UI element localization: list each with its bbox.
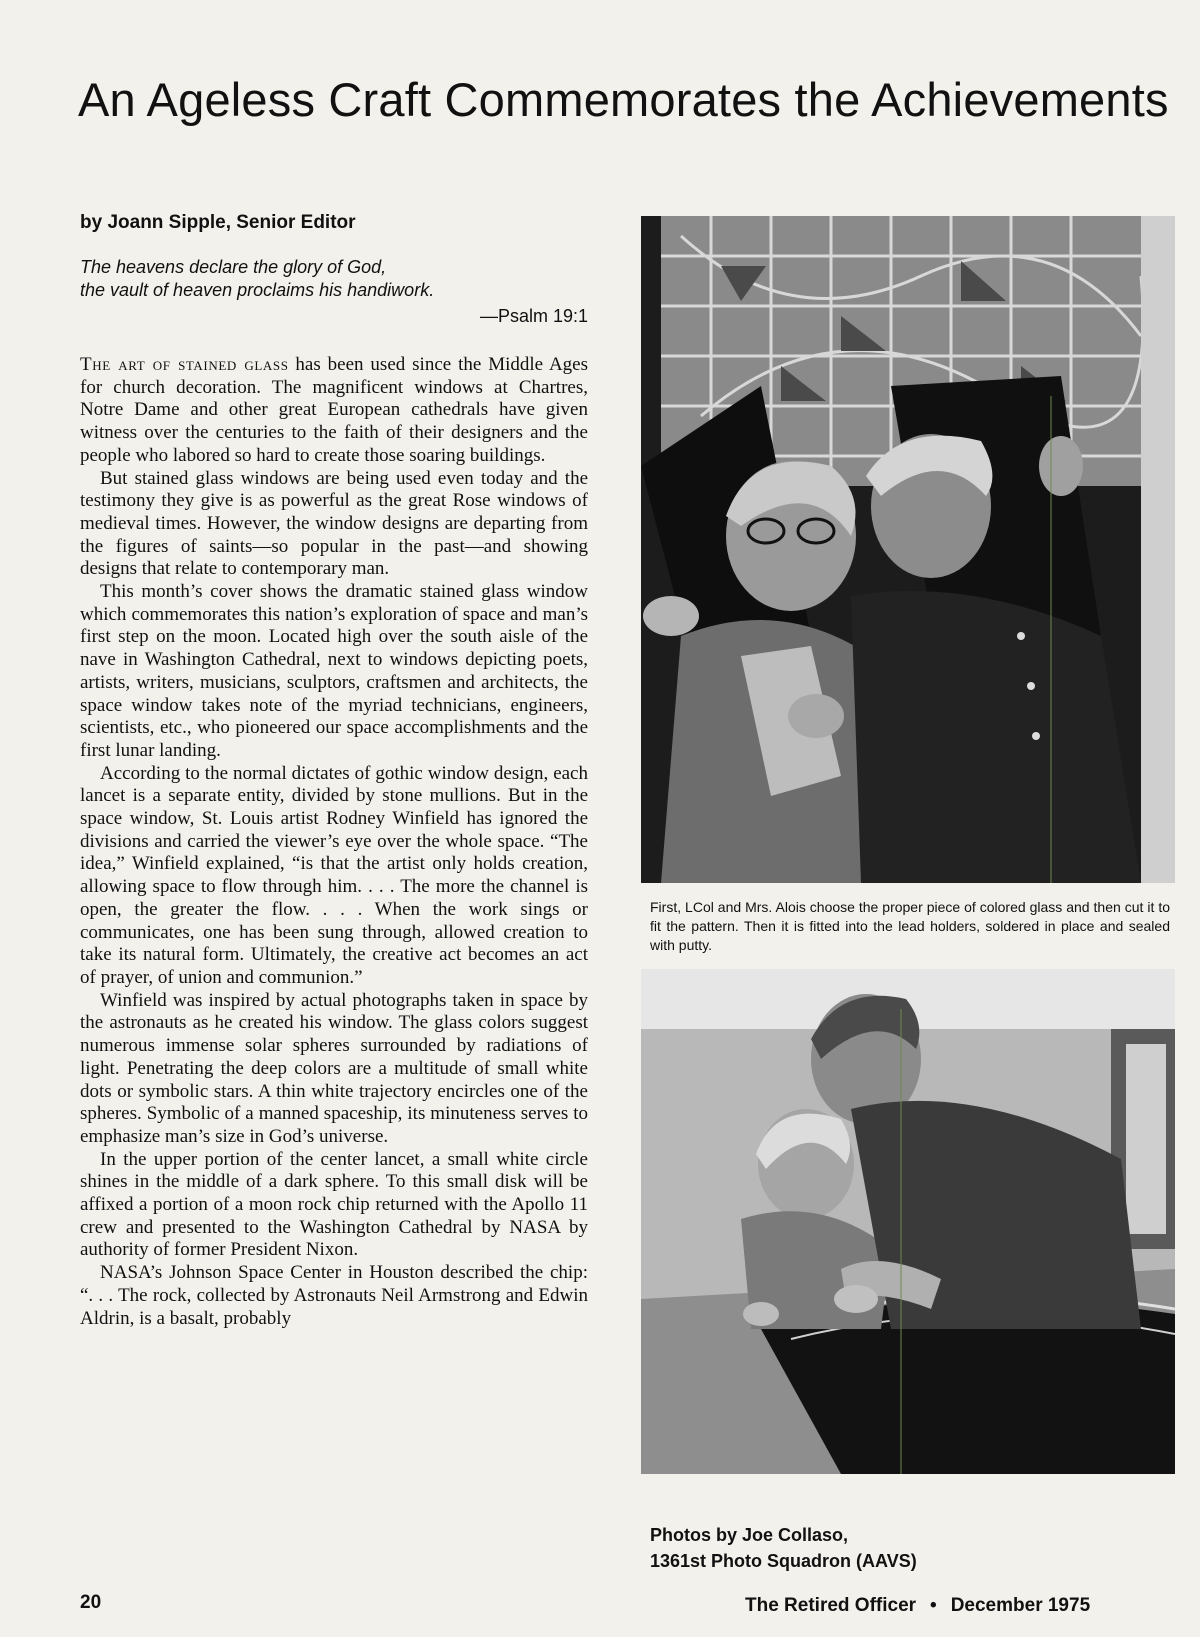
photo-assembling-window (641, 969, 1175, 1474)
photo-credits (650, 1522, 917, 1574)
epigraph-line-2: the vault of heaven proclaims his handiwork. (80, 280, 435, 300)
epigraph-line-1: The heavens declare the glory of God, (80, 257, 387, 277)
article-body (80, 354, 588, 1330)
paragraph-4: According to the normal dictates of gothic window design, each lancet is a separate entity, divided by stone mullions. But in the space window, St. Louis artist Rodney Winfield has ignored the divisions and carried the viewer’s eye over the whole space. “The idea,” Winfield explained, “is that the artist only holds creation, allowing space to flow through him. . . . The more the channel is open, the greater the flow. . . . When the work sings or communicates, one has been sung through, allowed creation to take its natural form. Ultimately, the creative act becomes an act of prayer, of union and communion.” (80, 762, 588, 988)
page-number: 20 (80, 1592, 102, 1613)
epigraph-source: —Psalm 19:1 (479, 306, 588, 326)
paragraph-3: This month’s cover shows the dramatic stained glass window which commemorates this nation’s exploration of space and man’s first step on the moon. Located high over the south aisle of the nave in Washington Cathedral, next to windows depicting poets, artists, writers, musicians, sculptors, craftsmen and architects, the space window takes note of the myriad technicians, engineers, scientists, etc., who pioneered our space accomplishments and the first lunar landing. (80, 581, 588, 761)
photo-credits-line-2: 1361st Photo Squadron (AAVS) (650, 1551, 917, 1571)
paragraph-2: But stained glass windows are being used even today and the testimony they give is as powerful as the great Rose windows of medieval times. However, the window designs are departing from the figures of saints—so popular in the past—and showing designs that relate to contemporary man. (80, 467, 588, 580)
paragraph-5: Winfield was inspired by actual photographs taken in space by the astronauts as he created his window. The glass colors suggest numerous immense solar spheres surrounded by radiations of light. Penetrating the deep colors are a multitude of small white dots or symbolic stars. A thin white trajectory encircles one of the spheres. Symbolic of a manned spaceship, its minuteness serves to emphasize man’s size in God’s universe. (80, 989, 588, 1147)
byline: by Joann Sipple, Senior Editor (80, 212, 356, 233)
paragraph-1 (80, 354, 588, 468)
photo-credits-line-1: Photos by Joe Collaso, (650, 1525, 849, 1545)
epigraph (80, 256, 588, 328)
publication-name: The Retired Officer (745, 1595, 917, 1616)
paragraph-6: In the upper portion of the center lancet, a small white circle shines in the middle of a dark sphere. To this small disk will be affixed a portion of a moon rock chip returned with the Apollo 11 crew and presented to the Washington Cathedral by NASA by authority of former President Nixon. (80, 1148, 588, 1261)
photo-caption: First, LCol and Mrs. Alois choose the proper piece of colored glass and then cut it to fit the pattern. Then it is fitted into the lead holders, soldered in place and sealed with putty. (650, 899, 1170, 953)
paragraph-1-text: has been used since the Middle Ages for church decoration. The magnificent windows at Chartres, Notre Dame and other great European cathedrals have given witness over the centuries to the faith of their designers and the people who labored so hard to create those soaring buildings. (80, 354, 589, 466)
article-title: An Ageless Craft Commemorates the Achievements (78, 73, 1169, 126)
paragraph-7: NASA’s Johnson Space Center in Houston described the chip: “. . . The rock, collected by Astronauts Neil Armstrong and Edwin Aldrin, is a basalt, probably (80, 1262, 588, 1329)
photo-2-illustration (641, 969, 1175, 1474)
footer-separator: • (930, 1595, 937, 1616)
lead-in-smallcaps: The art of stained glass (80, 354, 289, 375)
footer-publication (745, 1595, 1090, 1617)
issue-date: December 1975 (950, 1595, 1091, 1616)
photo-1-illustration (641, 216, 1175, 883)
photo-stained-glass-couple (641, 216, 1175, 883)
